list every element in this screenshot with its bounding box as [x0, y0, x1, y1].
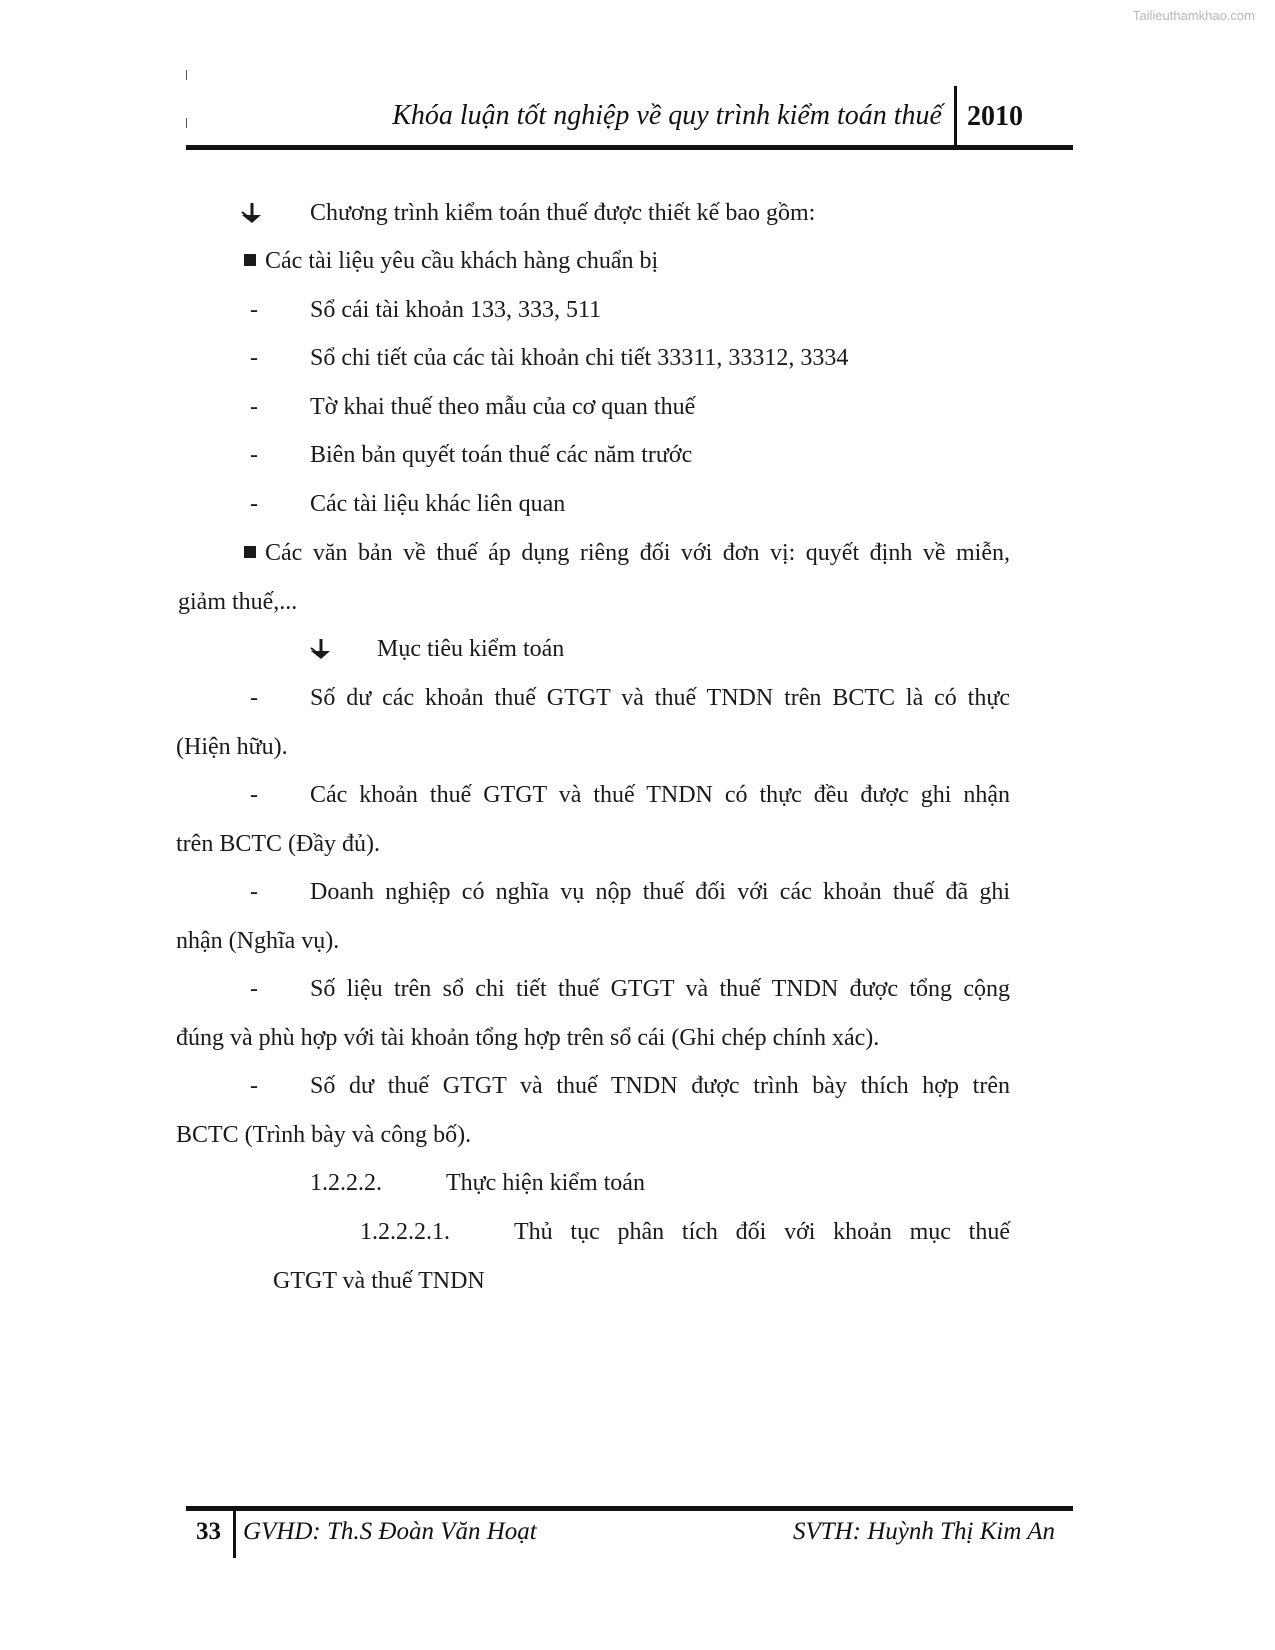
dash-icon: - [250, 297, 258, 323]
client-docs-heading-text: Các tài liệu yêu cầu khách hàng chuẩn bị [265, 248, 659, 274]
objectives-heading: Mục tiêu kiểm toán [377, 636, 565, 662]
dash-icon: - [250, 394, 258, 420]
list-item: Sổ cái tài khoản 133, 333, 511 [310, 297, 602, 323]
footer-rule [186, 1506, 1073, 1511]
dash-icon: - [250, 1073, 258, 1099]
objective-line1: Số dư thuế GTGT và thuế TNDN được trình bày thích hợp trên [310, 1073, 1010, 1099]
objective-line1: Số liệu trên sổ chi tiết thuế GTGT và thuế TNDN được tổng cộng [310, 976, 1010, 1002]
list-item: Các tài liệu khác liên quan [310, 491, 566, 517]
margin-mark [186, 70, 187, 80]
subsection-title-line2: GTGT và thuế TNDN [273, 1268, 485, 1294]
header-separator [954, 86, 957, 148]
objective-line2: đúng và phù hợp với tài khoản tổng hợp trên sổ cái (Ghi chép chính xác). [176, 1025, 880, 1051]
section-number: 1.2.2.2. [310, 1170, 382, 1196]
header-rule [186, 145, 1073, 150]
arrow-down-icon [309, 638, 331, 660]
footer-separator [233, 1508, 236, 1558]
footer-advisor: GVHD: Th.S Đoàn Văn Hoạt [243, 1518, 537, 1545]
tax-docs-line2: giảm thuế,... [178, 589, 298, 615]
square-bullet-icon [244, 546, 256, 558]
tax-docs-line1 [244, 538, 1010, 568]
square-bullet-icon [244, 254, 256, 266]
dash-icon: - [250, 782, 258, 808]
dash-icon: - [250, 345, 258, 371]
program-heading: Chương trình kiểm toán thuế được thiết kế bao gồm: [310, 200, 816, 226]
list-item: Biên bản quyết toán thuế các năm trước [310, 442, 693, 468]
page-number: 33 [196, 1518, 221, 1545]
watermark: Tailieuthamkhao.com [1132, 8, 1255, 23]
subsection-number: 1.2.2.2.1. [360, 1219, 450, 1245]
footer-student: SVTH: Huỳnh Thị Kim An [792, 1518, 1055, 1545]
objective-line1: Doanh nghiệp có nghĩa vụ nộp thuế đối với các khoản thuế đã ghi [310, 879, 1010, 905]
objective-line2: trên BCTC (Đầy đủ). [176, 831, 380, 857]
dash-icon: - [250, 491, 258, 517]
dash-icon: - [250, 442, 258, 468]
section-title: Thực hiện kiểm toán [446, 1170, 645, 1196]
objective-line1: Số dư các khoản thuế GTGT và thuế TNDN trên BCTC là có thực [310, 685, 1010, 711]
header-title: Khóa luận tốt nghiệp về quy trình kiểm toán thuế [392, 100, 942, 131]
header-year: 2010 [967, 101, 1023, 132]
list-item: Tờ khai thuế theo mẫu của cơ quan thuế [310, 394, 696, 420]
client-docs-heading [244, 246, 658, 276]
objective-line2: (Hiện hữu). [176, 734, 288, 760]
subsection-title-line1: Thủ tục phân tích đối với khoản mục thuế [514, 1219, 1010, 1245]
objective-line2: BCTC (Trình bày và công bố). [176, 1122, 472, 1148]
objective-line2: nhận (Nghĩa vụ). [176, 928, 340, 954]
margin-mark [186, 118, 187, 128]
arrow-down-icon [240, 202, 262, 224]
dash-icon: - [250, 879, 258, 905]
tax-docs-line1-text: Các văn bản về thuế áp dụng riêng đối với đơn vị: quyết định về miễn, [265, 540, 1010, 566]
dash-icon: - [250, 976, 258, 1002]
dash-icon: - [250, 685, 258, 711]
objective-line1: Các khoản thuế GTGT và thuế TNDN có thực đều được ghi nhận [310, 782, 1010, 808]
list-item: Sổ chi tiết của các tài khoản chi tiết 33311, 33312, 3334 [310, 345, 849, 371]
